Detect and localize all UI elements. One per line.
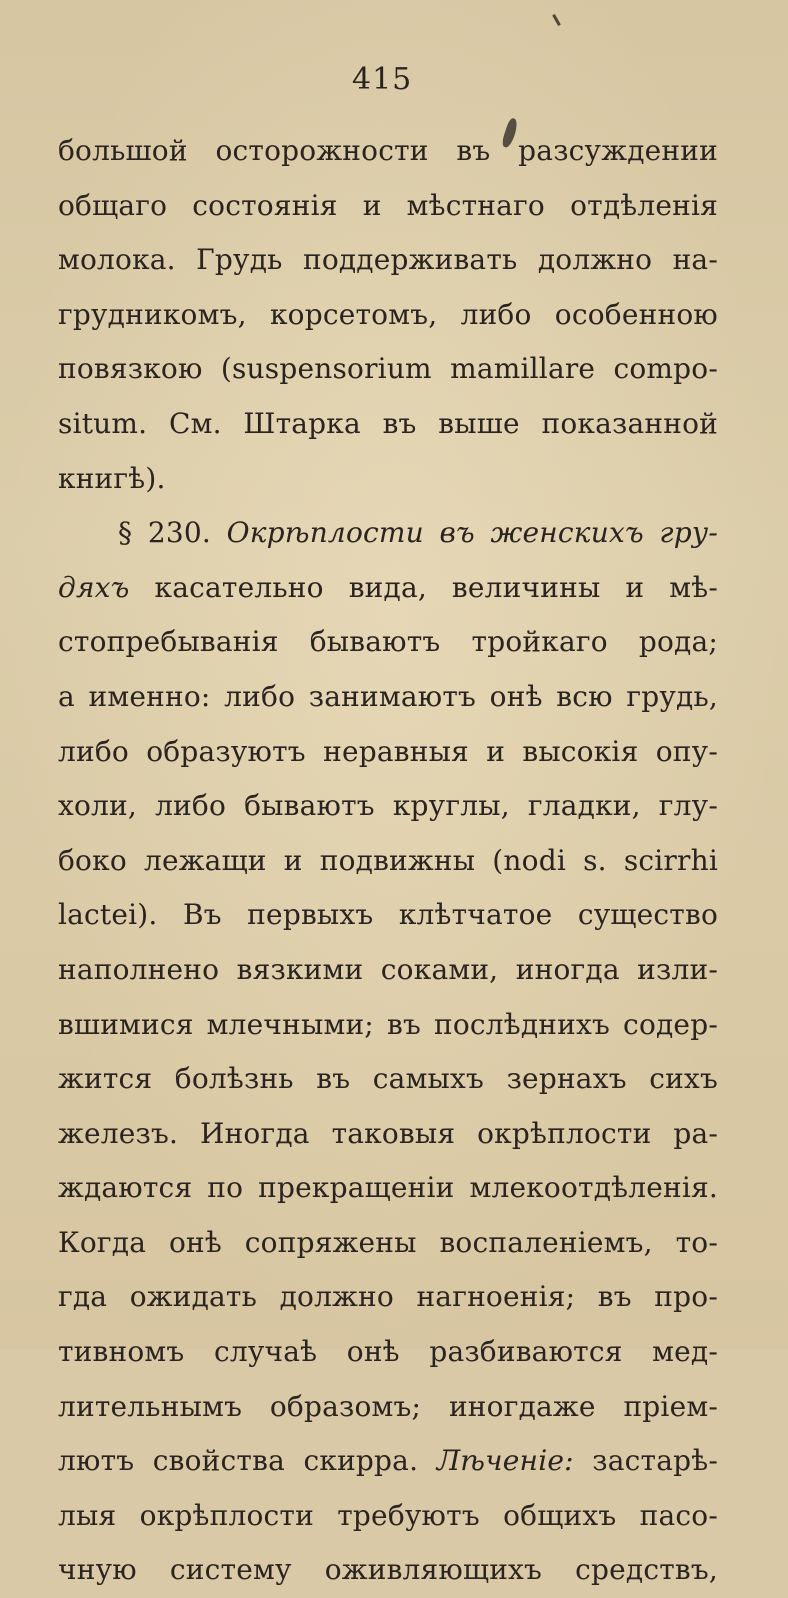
text-line: лыя окрѣплости требуютъ общихъ пасо- [58,1498,718,1532]
text-line: общаго состоянія и мѣстнаго отдѣленія [58,188,718,222]
text-line [58,1434,718,1489]
text-line: стопребыванія бываютъ тройкаго рода; [58,625,718,659]
text-line: холи, либо бываютъ круглы, гладки, глу- [58,789,718,823]
text-line: молока. Грудь поддерживать должно на- [58,243,718,277]
text-line: большой осторожности въ разсуждении [58,134,718,167]
text-line: situm. См. Штарка въ выше показанной [58,406,718,440]
text-line: либо образуютъ неравныя и высокія опу- [58,734,718,768]
text-line: тивномъ случаѣ онѣ разбиваются мед- [58,1335,718,1369]
text-line: вшимися млечными; въ послѣднихъ содер- [58,1007,718,1041]
text-line: Когда онѣ сопряжены воспаленіемъ, то- [58,1225,718,1259]
text-line: а именно: либо занимаютъ онѣ всю грудь, [58,679,718,713]
text-line: книгѣ). [58,461,166,495]
section-heading-cont: дяхъ [58,570,130,604]
text-line: повязкою (suspensorium mamillare compo- [58,352,718,386]
section-heading-line [58,506,718,561]
page-number: 415 [352,62,413,97]
page-text [58,124,718,1598]
text-span: застарѣ- [592,1444,718,1478]
text-line: жится болѣзнь въ самыхъ зернахъ сихъ [58,1062,718,1096]
text-span: касательно вида, величины и мѣ- [154,570,718,604]
text-line: боко лежащи и подвижны (nodi s. scirrhi [58,843,718,877]
text-line [58,561,718,616]
text-line: железъ. Иногда таковыя окрѣплости ра- [58,1116,718,1150]
text-line: грудникомъ, корсетомъ, либо особенною [58,297,718,331]
text-line: наполнено вязкими соками, иногда изли- [58,952,718,986]
section-number: § 230. [118,516,211,550]
text-line: lactei). Въ первыхъ клѣтчатое существо [58,898,718,932]
text-line: гда ожидать должно нагноенія; въ про- [58,1280,718,1314]
section-heading: Окрѣплости въ женскихъ гру- [226,516,718,550]
text-line: ждаются по прекращеніи млекоотдѣленія. [58,1171,718,1205]
text-line: чную систему оживляющихъ средствъ, [58,1553,718,1587]
treatment-heading: Лѣченіе: [436,1444,574,1478]
ink-mark [552,14,561,26]
text-span: лютъ свойства скирра. [58,1444,419,1478]
text-line: лительнымъ образомъ; иногдаже пріем- [58,1389,718,1423]
